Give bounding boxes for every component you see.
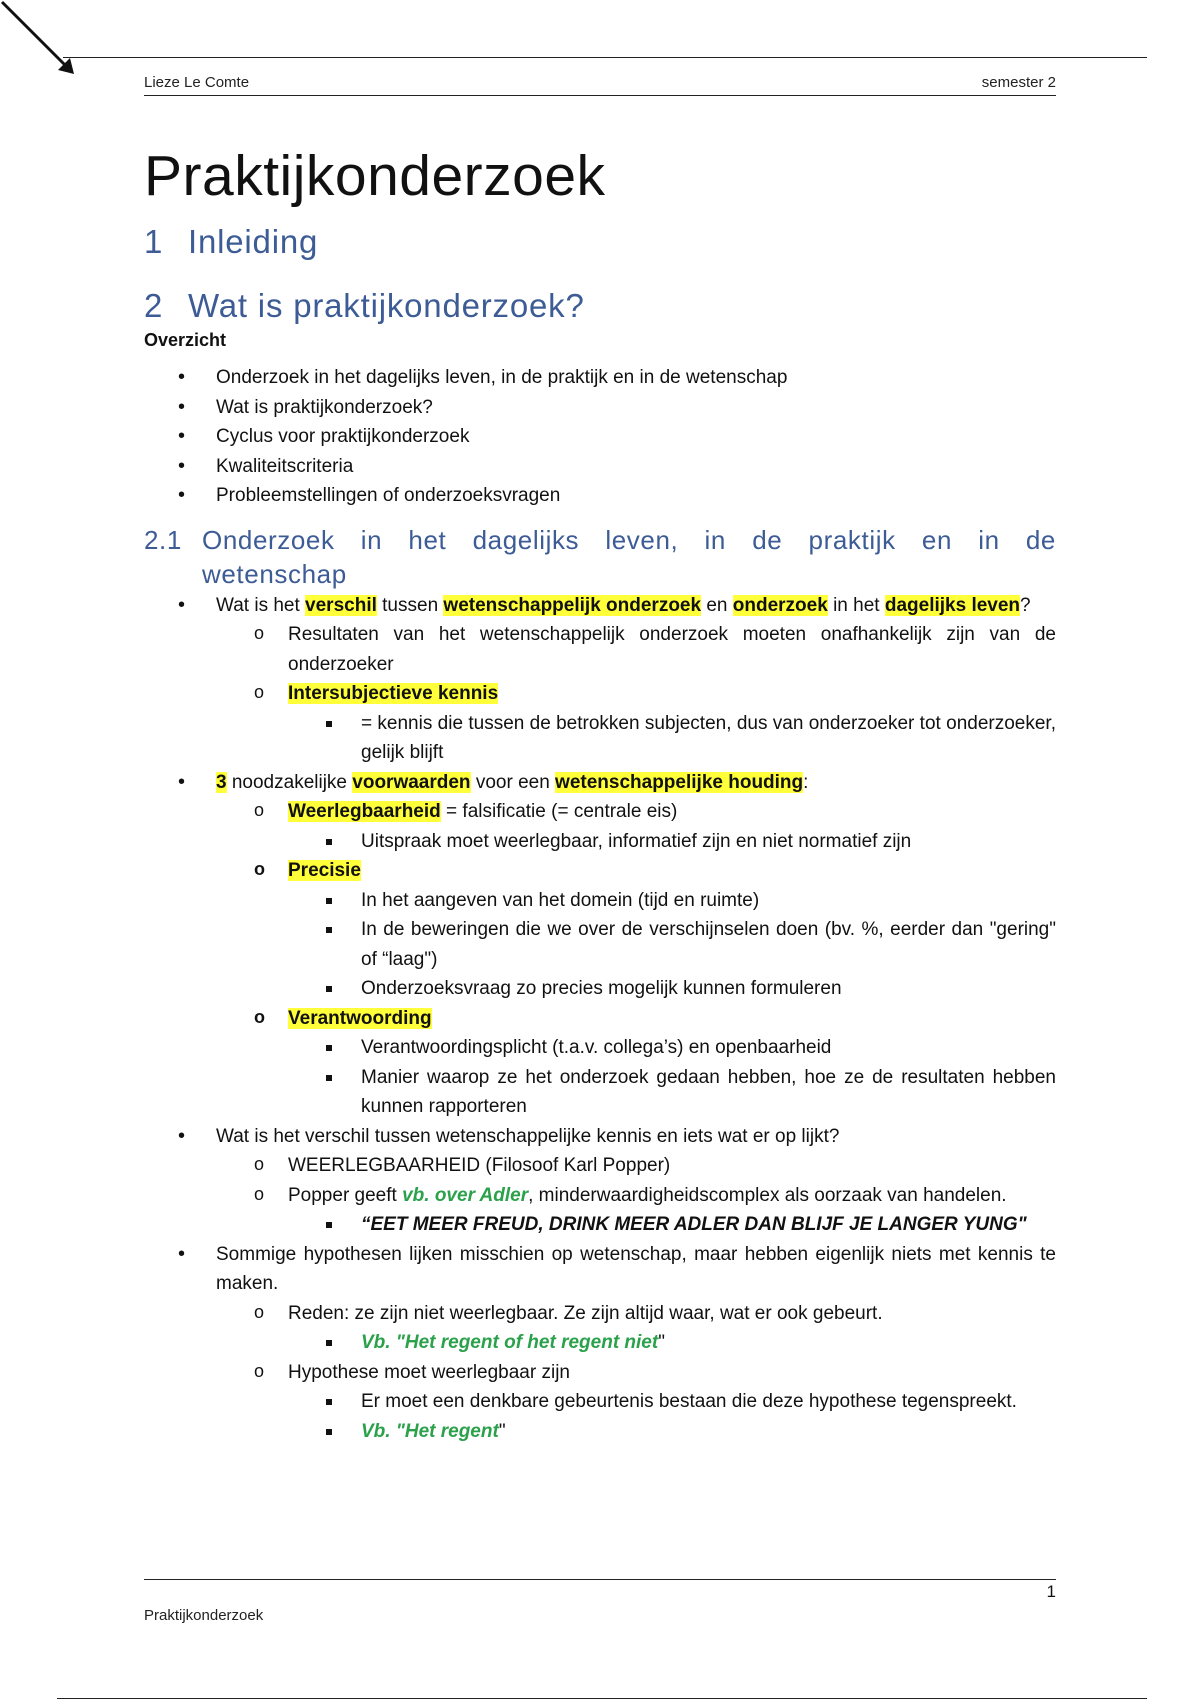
highlight: wetenschappelijk onderzoek <box>443 594 702 616</box>
list-item: • Wat is het verschil tussen wetenschappelijk onderzoek en onderzoek in het dagelijks leven? o Resultaten van het wetenschappelijk onderzoek moeten onafhankelijk zijn van de onderzoeker o Intersubjectieve kennis = kennis die tussen de betrokken subjecten, dus van onderzoeker tot onderzoeker, gelijk blijft <box>144 591 1056 768</box>
corner-arrow-icon <box>0 0 80 80</box>
list-item: Vb. "Het regent" <box>288 1417 1056 1447</box>
list-item: Vb. "Het regent of het regent niet" <box>288 1328 1056 1358</box>
bottom-edge-rule <box>57 1698 1147 1699</box>
list-item: • Probleemstellingen of onderzoeksvragen <box>144 481 1056 511</box>
list-item: o Popper geeft vb. over Adler, minderwaardigheidscomplex als oorzaak van handelen. “EET MEER FREUD, DRINK MEER ADLER DAN BLIJF JE LANGER YUNG" <box>216 1181 1056 1240</box>
list-item: o Hypothese moet weerlegbaar zijn Er moet een denkbare gebeurtenis bestaan die deze hypothese tegenspreekt. Vb. "Het regent" <box>216 1358 1056 1447</box>
list-item: Er moet een denkbare gebeurtenis bestaan die deze hypothese tegenspreekt. <box>288 1387 1056 1417</box>
section-2-title: Wat is praktijkonderzoek? <box>188 287 585 324</box>
highlight: Precisie <box>288 860 361 881</box>
list-item: In het aangeven van het domein (tijd en ruimte) <box>288 886 1056 916</box>
sub-list <box>216 1299 1056 1447</box>
footer-rule <box>144 1579 1056 1580</box>
highlight: Weerlegbaarheid <box>288 801 441 822</box>
list-item: = kennis die tussen de betrokken subjecten, dus van onderzoeker tot onderzoeker, gelijk blijft <box>288 709 1056 768</box>
section-1-number: 1 <box>144 223 164 260</box>
sub-list <box>216 1151 1056 1240</box>
list-item: • Wat is het verschil tussen wetenschappelijke kennis en iets wat er op lijkt? o WEERLEGBAARHEID (Filosoof Karl Popper) o Popper geeft vb. over Adler, minderwaardigheidscomplex als oorzaak van handelen. “EET MEER FREUD, DRINK MEER ADLER DAN BLIJF JE LANGER YUNG" <box>144 1122 1056 1240</box>
top-rule <box>63 57 1147 58</box>
overview-label: Overzicht <box>144 330 227 350</box>
content-list <box>144 591 1056 1447</box>
subsection-title: Onderzoek in het dagelijks leven, in de praktijk en in de wetenschap <box>202 524 1056 589</box>
document-title: Praktijkonderzoek <box>144 144 606 208</box>
list-item: Uitspraak moet weerlegbaar, informatief zijn en niet normatief zijn <box>288 827 1056 857</box>
page-header <box>144 74 1056 96</box>
sub-sub-list <box>288 1210 1056 1240</box>
sub-sub-list <box>288 886 1056 1004</box>
list-item: • Cyclus voor praktijkonderzoek <box>144 422 1056 452</box>
sub-sub-list <box>288 827 1056 857</box>
list-item: • 3 noodzakelijke voorwaarden voor een wetenschappelijke houding: o Weerlegbaarheid = falsificatie (= centrale eis) Uitspraak moet weerlegbaar, informatief zijn en niet normatief zijn o Precisie In het aangeven van het domein (tijd en ruimte) In de beweringen die we over de verschijnselen doen (bv. %, eerder dan "gering" of “laag") Onderzoeksvraag zo precies mogelijk kunnen formuleren o Verantwoording Verantwoordingsplicht (t.a.v. collega’s) en openbaarheid Manier waarop ze het onderzoek gedaan hebben, hoe ze de resultaten hebben kunnen rapporteren <box>144 768 1056 1122</box>
list-item: In de beweringen die we over de verschijnselen doen (bv. %, eerder dan "gering" of “laag") <box>288 915 1056 974</box>
list-item: Manier waarop ze het onderzoek gedaan hebben, hoe ze de resultaten hebben kunnen rapporteren <box>288 1063 1056 1122</box>
list-item: “EET MEER FREUD, DRINK MEER ADLER DAN BLIJF JE LANGER YUNG" <box>288 1210 1056 1240</box>
green-example: Vb. "Het regent <box>361 1420 499 1442</box>
heading-section-2 <box>144 285 1056 327</box>
list-item: • Onderzoek in het dagelijks leven, in de praktijk en in de wetenschap <box>144 363 1056 393</box>
list-item: Onderzoeksvraag zo precies mogelijk kunnen formuleren <box>288 974 1056 1004</box>
sub-list <box>216 797 1056 1122</box>
sub-sub-list <box>288 1328 1056 1358</box>
list-item <box>216 1004 1056 1122</box>
sub-sub-list <box>288 1387 1056 1446</box>
list-item: • Kwaliteitscriteria <box>144 452 1056 482</box>
list-item: Verantwoordingsplicht (t.a.v. collega’s) en openbaarheid <box>288 1033 1056 1063</box>
highlight: wetenschappelijke houding <box>555 771 804 793</box>
highlight: Intersubjectieve kennis <box>288 683 499 704</box>
section-1-title: Inleiding <box>188 223 319 260</box>
list-item <box>216 679 1056 768</box>
list-item: o Weerlegbaarheid = falsificatie (= centrale eis) Uitspraak moet weerlegbaar, informatief zijn en niet normatief zijn <box>216 797 1056 856</box>
sub-sub-list <box>288 709 1056 768</box>
heading-section-1 <box>144 221 1056 263</box>
page-number: 1 <box>1046 1582 1056 1601</box>
highlight: 3 <box>216 771 227 793</box>
header-semester: semester 2 <box>981 74 1056 91</box>
sub-list <box>216 620 1056 768</box>
list-item: o Resultaten van het wetenschappelijk onderzoek moeten onafhankelijk zijn van de onderzoeker <box>216 620 1056 679</box>
sub-sub-list <box>288 1033 1056 1122</box>
list-item: • Wat is praktijkonderzoek? <box>144 393 1056 423</box>
green-example: vb. over Adler <box>402 1184 529 1206</box>
list-item: o WEERLEGBAARHEID (Filosoof Karl Popper) <box>216 1151 1056 1181</box>
overview-list <box>144 363 1056 511</box>
highlight: Verantwoording <box>288 1007 432 1029</box>
footer-title: Praktijkonderzoek <box>144 1607 264 1624</box>
list-item <box>216 856 1056 1004</box>
header-author: Lieze Le Comte <box>144 74 250 91</box>
list-item: o Reden: ze zijn niet weerlegbaar. Ze zijn altijd waar, wat er ook gebeurt. Vb. "Het regent of het regent niet" <box>216 1299 1056 1358</box>
highlight: onderzoek <box>732 594 828 616</box>
document-body <box>144 140 1056 1446</box>
highlight: voorwaarden <box>352 771 471 793</box>
subsection-number: 2.1 <box>144 524 182 555</box>
section-2-number: 2 <box>144 287 164 324</box>
heading-subsection-2-1 <box>144 523 1056 591</box>
green-example: Vb. "Het regent of het regent niet <box>361 1332 659 1353</box>
highlight: verschil <box>305 594 377 616</box>
highlight: dagelijks leven <box>884 594 1021 616</box>
list-item: • Sommige hypothesen lijken misschien op wetenschap, maar hebben eigenlijk niets met kennis te maken. o Reden: ze zijn niet weerlegbaar. Ze zijn altijd waar, wat er ook gebeurt. Vb. "Het regent of het regent niet" o Hypothese moet weerlegbaar zijn Er moet een denkbare gebeurtenis bestaan die deze hypothese tegenspreekt. Vb. "Het regent" <box>144 1240 1056 1447</box>
